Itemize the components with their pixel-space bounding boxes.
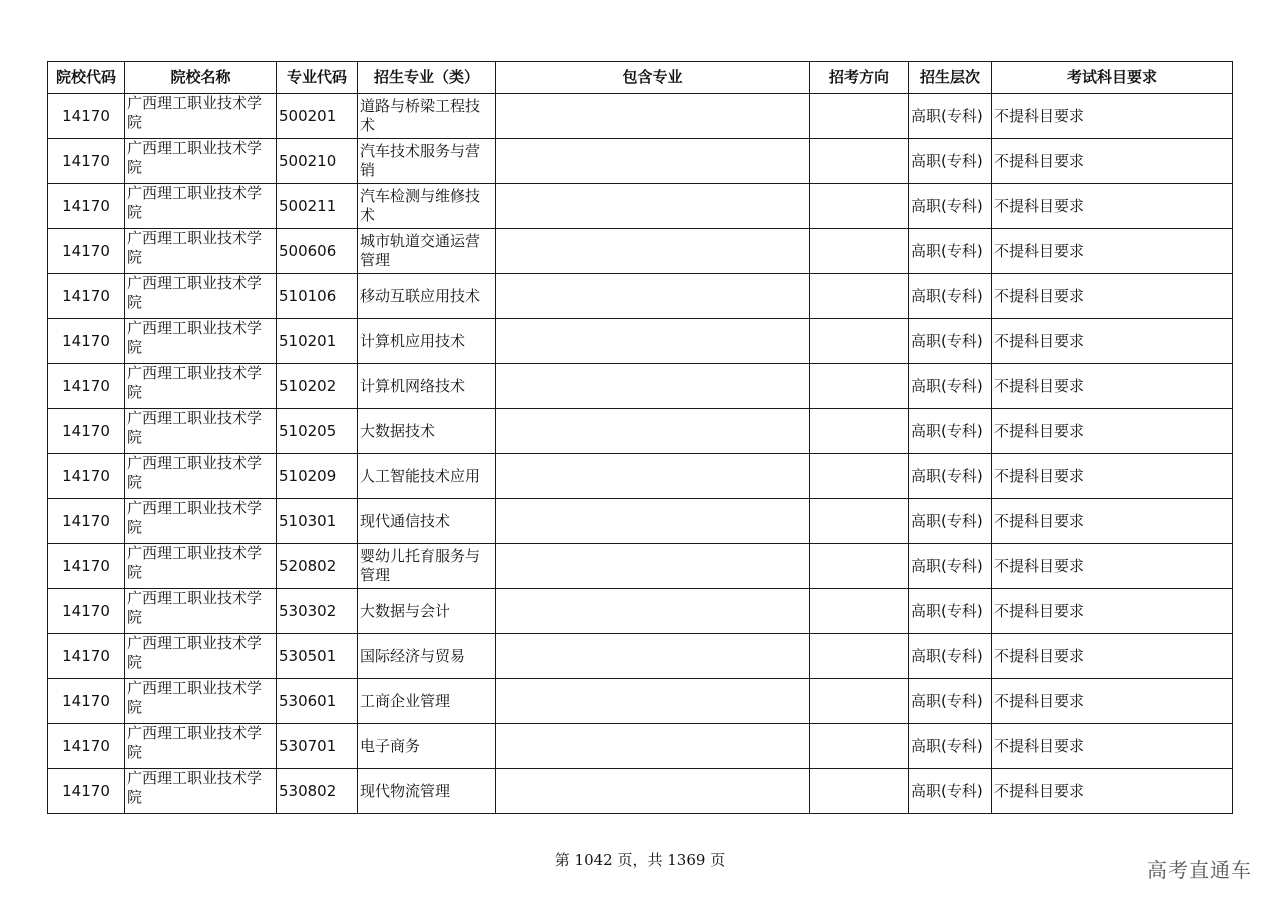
cell-includes [496, 274, 810, 319]
cell-requirement: 不提科目要求 [992, 589, 1233, 634]
cell-includes [496, 679, 810, 724]
header-row [48, 62, 1233, 94]
cell-school-code: 14170 [48, 409, 125, 454]
cell-requirement: 不提科目要求 [992, 724, 1233, 769]
cell-school-code: 14170 [48, 499, 125, 544]
cell-level: 高职(专科) [909, 634, 992, 679]
cell-major-code: 500210 [277, 139, 358, 184]
cell-direction [810, 499, 909, 544]
header-requirement: 考试科目要求 [992, 62, 1233, 94]
cell-major-code: 530701 [277, 724, 358, 769]
cell-major: 汽车技术服务与营销 [358, 139, 496, 184]
cell-school-name: 广西理工职业技术学院 [125, 319, 277, 364]
header-school-name: 院校名称 [125, 62, 277, 94]
cell-level: 高职(专科) [909, 589, 992, 634]
cell-school-name: 广西理工职业技术学院 [125, 544, 277, 589]
cell-school-name: 广西理工职业技术学院 [125, 634, 277, 679]
cell-level: 高职(专科) [909, 499, 992, 544]
cell-direction [810, 274, 909, 319]
header-level: 招生层次 [909, 62, 992, 94]
cell-school-name: 广西理工职业技术学院 [125, 364, 277, 409]
cell-direction [810, 454, 909, 499]
table-row [48, 364, 1233, 409]
cell-major-code: 510201 [277, 319, 358, 364]
watermark-logo: 高考直通车 [1147, 858, 1252, 882]
header-major: 招生专业（类） [358, 62, 496, 94]
cell-includes [496, 589, 810, 634]
cell-school-code: 14170 [48, 319, 125, 364]
cell-direction [810, 139, 909, 184]
cell-school-name: 广西理工职业技术学院 [125, 229, 277, 274]
table-row [48, 409, 1233, 454]
cell-direction [810, 634, 909, 679]
cell-includes [496, 769, 810, 814]
cell-requirement: 不提科目要求 [992, 544, 1233, 589]
cell-level: 高职(专科) [909, 364, 992, 409]
table-row [48, 319, 1233, 364]
cell-direction [810, 409, 909, 454]
cell-requirement: 不提科目要求 [992, 94, 1233, 139]
table-row [48, 679, 1233, 724]
cell-level: 高职(专科) [909, 94, 992, 139]
cell-includes [496, 364, 810, 409]
cell-school-code: 14170 [48, 769, 125, 814]
table-row [48, 544, 1233, 589]
cell-school-name: 广西理工职业技术学院 [125, 184, 277, 229]
cell-includes [496, 499, 810, 544]
cell-major: 计算机应用技术 [358, 319, 496, 364]
cell-major-code: 510209 [277, 454, 358, 499]
cell-requirement: 不提科目要求 [992, 769, 1233, 814]
cell-level: 高职(专科) [909, 724, 992, 769]
cell-school-name: 广西理工职业技术学院 [125, 454, 277, 499]
cell-major: 城市轨道交通运营管理 [358, 229, 496, 274]
cell-level: 高职(专科) [909, 454, 992, 499]
cell-major-code: 530302 [277, 589, 358, 634]
cell-requirement: 不提科目要求 [992, 184, 1233, 229]
cell-includes [496, 139, 810, 184]
cell-level: 高职(专科) [909, 229, 992, 274]
cell-major: 婴幼儿托育服务与管理 [358, 544, 496, 589]
table-row [48, 94, 1233, 139]
table-row [48, 589, 1233, 634]
page-number: 第 1042 页，共 1369 页 [554, 851, 726, 869]
cell-school-code: 14170 [48, 184, 125, 229]
admission-table [47, 61, 1233, 814]
cell-major: 移动互联应用技术 [358, 274, 496, 319]
cell-school-code: 14170 [48, 544, 125, 589]
cell-major: 计算机网络技术 [358, 364, 496, 409]
header-direction: 招考方向 [810, 62, 909, 94]
table-row [48, 724, 1233, 769]
table-body [48, 94, 1233, 814]
table-row [48, 499, 1233, 544]
cell-school-name: 广西理工职业技术学院 [125, 139, 277, 184]
cell-school-code: 14170 [48, 724, 125, 769]
cell-includes [496, 319, 810, 364]
cell-requirement: 不提科目要求 [992, 409, 1233, 454]
cell-includes [496, 94, 810, 139]
cell-requirement: 不提科目要求 [992, 454, 1233, 499]
cell-school-code: 14170 [48, 364, 125, 409]
cell-school-name: 广西理工职业技术学院 [125, 724, 277, 769]
cell-includes [496, 454, 810, 499]
cell-major-code: 510202 [277, 364, 358, 409]
cell-direction [810, 229, 909, 274]
cell-includes [496, 409, 810, 454]
table-row [48, 454, 1233, 499]
cell-major: 大数据技术 [358, 409, 496, 454]
cell-school-name: 广西理工职业技术学院 [125, 274, 277, 319]
header-school-code: 院校代码 [48, 62, 125, 94]
cell-major-code: 500211 [277, 184, 358, 229]
table-row [48, 769, 1233, 814]
cell-major: 大数据与会计 [358, 589, 496, 634]
cell-direction [810, 184, 909, 229]
cell-school-name: 广西理工职业技术学院 [125, 679, 277, 724]
cell-requirement: 不提科目要求 [992, 274, 1233, 319]
cell-major: 人工智能技术应用 [358, 454, 496, 499]
cell-requirement: 不提科目要求 [992, 319, 1233, 364]
cell-school-code: 14170 [48, 634, 125, 679]
cell-direction [810, 724, 909, 769]
cell-school-code: 14170 [48, 454, 125, 499]
table-row [48, 274, 1233, 319]
cell-school-name: 广西理工职业技术学院 [125, 589, 277, 634]
cell-school-name: 广西理工职业技术学院 [125, 409, 277, 454]
table-row [48, 184, 1233, 229]
cell-major-code: 520802 [277, 544, 358, 589]
cell-level: 高职(专科) [909, 319, 992, 364]
header-major-code: 专业代码 [277, 62, 358, 94]
cell-major-code: 510301 [277, 499, 358, 544]
cell-direction [810, 319, 909, 364]
cell-school-code: 14170 [48, 94, 125, 139]
cell-major: 电子商务 [358, 724, 496, 769]
cell-major-code: 500201 [277, 94, 358, 139]
cell-school-name: 广西理工职业技术学院 [125, 94, 277, 139]
cell-level: 高职(专科) [909, 544, 992, 589]
cell-major: 汽车检测与维修技术 [358, 184, 496, 229]
cell-direction [810, 589, 909, 634]
table-row [48, 229, 1233, 274]
cell-direction [810, 364, 909, 409]
cell-level: 高职(专科) [909, 139, 992, 184]
cell-includes [496, 184, 810, 229]
cell-school-name: 广西理工职业技术学院 [125, 499, 277, 544]
cell-school-code: 14170 [48, 274, 125, 319]
cell-includes [496, 229, 810, 274]
cell-school-name: 广西理工职业技术学院 [125, 769, 277, 814]
cell-major-code: 500606 [277, 229, 358, 274]
cell-level: 高职(专科) [909, 679, 992, 724]
cell-requirement: 不提科目要求 [992, 229, 1233, 274]
cell-includes [496, 724, 810, 769]
cell-requirement: 不提科目要求 [992, 499, 1233, 544]
cell-school-code: 14170 [48, 589, 125, 634]
cell-level: 高职(专科) [909, 409, 992, 454]
cell-major-code: 510106 [277, 274, 358, 319]
cell-direction [810, 679, 909, 724]
cell-major: 国际经济与贸易 [358, 634, 496, 679]
cell-school-code: 14170 [48, 139, 125, 184]
cell-school-code: 14170 [48, 229, 125, 274]
cell-major-code: 530501 [277, 634, 358, 679]
cell-direction [810, 769, 909, 814]
table-row [48, 139, 1233, 184]
cell-major: 道路与桥梁工程技术 [358, 94, 496, 139]
table-row [48, 634, 1233, 679]
cell-requirement: 不提科目要求 [992, 364, 1233, 409]
cell-direction [810, 544, 909, 589]
cell-level: 高职(专科) [909, 184, 992, 229]
cell-school-code: 14170 [48, 679, 125, 724]
cell-major: 工商企业管理 [358, 679, 496, 724]
cell-major: 现代物流管理 [358, 769, 496, 814]
cell-major: 现代通信技术 [358, 499, 496, 544]
header-includes: 包含专业 [496, 62, 810, 94]
cell-level: 高职(专科) [909, 274, 992, 319]
cell-level: 高职(专科) [909, 769, 992, 814]
cell-requirement: 不提科目要求 [992, 634, 1233, 679]
cell-includes [496, 634, 810, 679]
cell-requirement: 不提科目要求 [992, 679, 1233, 724]
cell-major-code: 530802 [277, 769, 358, 814]
cell-includes [496, 544, 810, 589]
cell-major-code: 530601 [277, 679, 358, 724]
cell-major-code: 510205 [277, 409, 358, 454]
cell-direction [810, 94, 909, 139]
cell-requirement: 不提科目要求 [992, 139, 1233, 184]
